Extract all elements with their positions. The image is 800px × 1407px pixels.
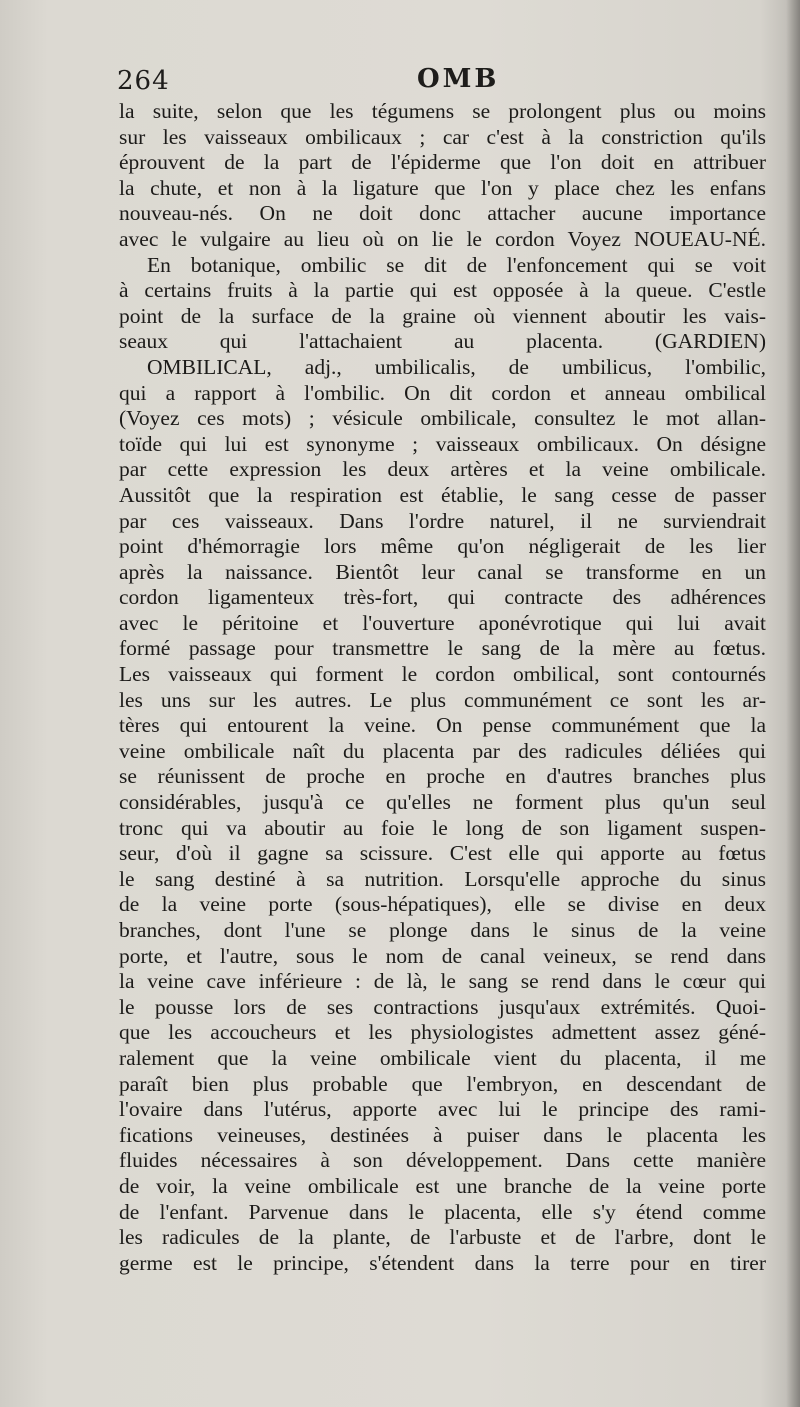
text-line: germe est le principe, s'étendent dans la terre pour en tirer: [119, 1250, 766, 1275]
text-line: l'ovaire dans l'utérus, apporte avec lui le principe des rami-: [119, 1097, 766, 1122]
text-line: de voir, la veine ombilicale est une branche de la veine porte: [119, 1173, 766, 1198]
body-text: [119, 99, 766, 1276]
text-line: cordon ligamenteux très-fort, qui contracte des adhérences: [119, 585, 766, 610]
text-line: par cette expression les deux artères et la veine ombilicale.: [119, 457, 766, 482]
text-line: les uns sur les autres. Le plus communément ce sont les ar-: [119, 687, 766, 712]
text-line: de la veine porte (sous-hépatiques), elle se divise en deux: [119, 892, 766, 917]
text-line: qui a rapport à l'ombilic. On dit cordon et anneau ombilical: [119, 380, 766, 405]
text-line: Les vaisseaux qui forment le cordon ombilical, sont contournés: [119, 662, 766, 687]
text-line: que les accoucheurs et les physiologistes admettent assez géné-: [119, 1020, 766, 1045]
text-line: tronc qui va aboutir au foie le long de son ligament suspen-: [119, 815, 766, 840]
text-line: ralement que la veine ombilicale vient du placenta, il me: [119, 1045, 766, 1070]
text-line: Aussitôt que la respiration est établie, le sang cesse de passer: [119, 482, 766, 507]
running-head: OMB: [417, 64, 500, 94]
text-line: veine ombilicale naît du placenta par des radicules déliées qui: [119, 738, 766, 763]
text-line: sur les vaisseaux ombilicaux ; car c'est à la constriction qu'ils: [119, 124, 766, 149]
text-line: branches, dont l'une se plonge dans le sinus de la veine: [119, 918, 766, 942]
text-line: seur, d'où il gagne sa scissure. C'est elle qui apporte au fœtus: [119, 841, 766, 866]
text-line: se réunissent de proche en proche en d'autres branches plus: [119, 764, 766, 789]
text-line: seaux qui l'attachaient au placenta. (GARDIEN): [119, 329, 766, 354]
text-line: paraît bien plus probable que l'embryon, en descendant de: [119, 1071, 766, 1096]
text-line: avec le vulgaire au lieu où on lie le cordon Voyez NOUEAU-NÉ.: [119, 226, 766, 251]
text-line: la suite, selon que les tégumens se prolongent plus ou moins: [119, 99, 766, 123]
text-line: par ces vaisseaux. Dans l'ordre naturel, il ne surviendrait: [119, 508, 766, 533]
text-line: tères qui entourent la veine. On pense communément que la: [119, 713, 766, 738]
text-line: OMBILICAL, adj., umbilicalis, de umbilicus, l'ombilic,: [147, 354, 766, 379]
text-line: éprouvent de la part de l'épiderme que l'on doit en attribuer: [119, 150, 766, 175]
page-header: [117, 62, 777, 102]
text-line: considérables, jusqu'à ce qu'elles ne forment plus qu'un seul: [119, 790, 766, 815]
text-line: la veine cave inférieure : de là, le sang se rend dans le cœur qui: [119, 969, 766, 994]
page-number: 264: [117, 66, 170, 96]
text-line: (Voyez ces mots) ; vésicule ombilicale, consultez le mot allan-: [119, 406, 766, 431]
text-line: toïde qui lui est synonyme ; vaisseaux ombilicaux. On désigne: [119, 431, 766, 456]
text-line: formé passage pour transmettre le sang de la mère au fœtus.: [119, 636, 766, 661]
text-line: porte, et l'autre, sous le nom de canal veineux, se rend dans: [119, 943, 766, 968]
text-line: les radicules de la plante, de l'arbuste et de l'arbre, dont le: [119, 1225, 766, 1250]
page-gutter-shadow: [786, 0, 800, 1407]
text-line: après la naissance. Bientôt leur canal se transforme en un: [119, 559, 766, 584]
text-line: avec le péritoine et l'ouverture aponévrotique qui lui avait: [119, 610, 766, 635]
text-line: à certains fruits à la partie qui est opposée à la queue. C'estle: [119, 278, 766, 303]
text-line: fications veineuses, destinées à puiser dans le placenta les: [119, 1122, 766, 1147]
text-line: de l'enfant. Parvenue dans le placenta, elle s'y étend comme: [119, 1199, 766, 1224]
text-line: fluides nécessaires à son développement. Dans cette manière: [119, 1148, 766, 1173]
text-line: le pousse lors de ses contractions jusqu'aux extrémités. Quoi-: [119, 994, 766, 1019]
text-line: point de la surface de la graine où viennent aboutir les vais-: [119, 303, 766, 328]
text-line: le sang destiné à sa nutrition. Lorsqu'elle approche du sinus: [119, 866, 766, 891]
text-line: nouveau-nés. On ne doit donc attacher aucune importance: [119, 201, 766, 226]
text-line: En botanique, ombilic se dit de l'enfoncement qui se voit: [147, 252, 766, 277]
text-line: point d'hémorragie lors même qu'on négligerait de les lier: [119, 534, 766, 559]
text-line: la chute, et non à la ligature que l'on y place chez les enfans: [119, 175, 766, 200]
